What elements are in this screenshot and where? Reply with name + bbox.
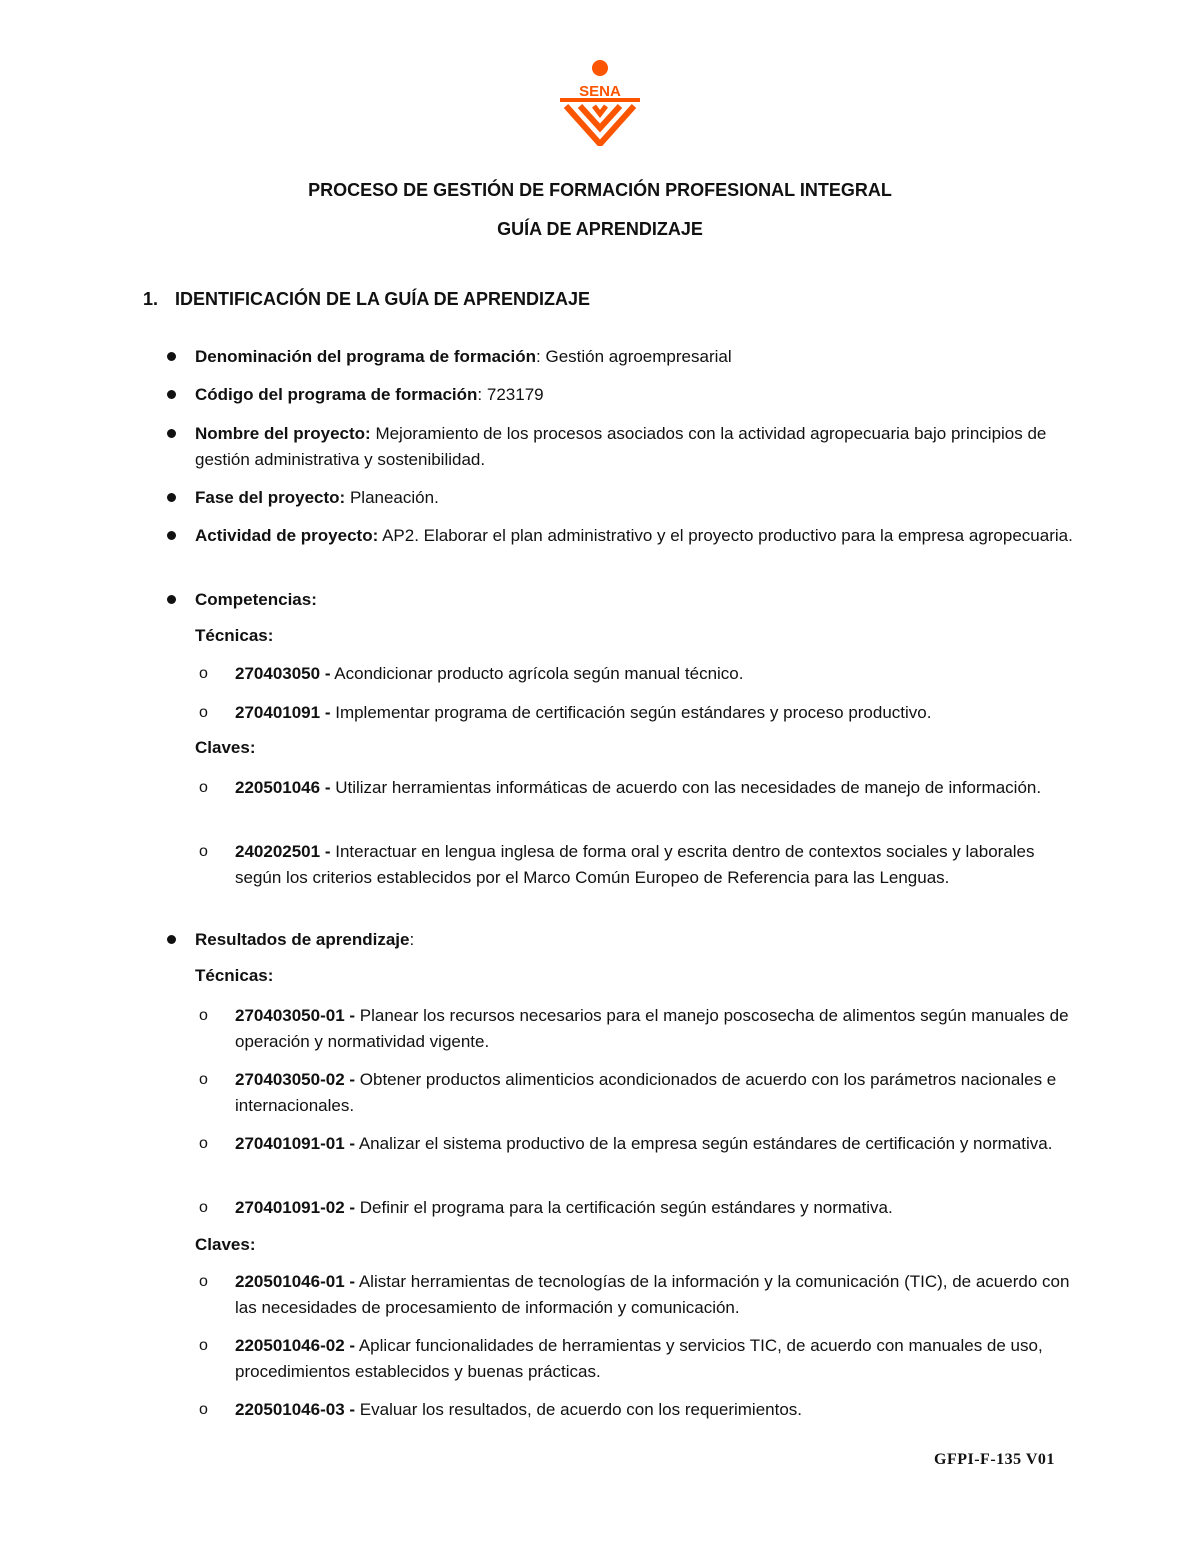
competencias-tecnicas-label: Técnicas: xyxy=(195,626,274,645)
competencia-tecnica-item: 270403050 - Acondicionar producto agrícola según manual técnico. xyxy=(235,664,744,683)
subitem-marker: o xyxy=(199,1007,208,1024)
competencia-tecnica-item: 270401091 - Implementar programa de certificación según estándares y proceso productivo. xyxy=(235,703,932,722)
subitem-marker: o xyxy=(199,704,208,721)
resultado-clave-item: 220501046-02 - Aplicar funcionalidades de herramientas y servicios TIC, de acuerdo con manuales de uso, procedimientos establecidos y buenas prácticas. xyxy=(235,1336,1043,1381)
bullet-dot xyxy=(167,390,176,399)
sena-logo xyxy=(554,58,646,146)
subitem-marker: o xyxy=(199,1071,208,1088)
resultado-tecnico-item: 270401091-02 - Definir el programa para la certificación según estándares y normativa. xyxy=(235,1198,893,1217)
competencia-clave-item: 220501046 - Utilizar herramientas informáticas de acuerdo con las necesidades de manejo de información. xyxy=(235,778,1042,797)
resultado-clave-item: 220501046-03 - Evaluar los resultados, de acuerdo con los requerimientos. xyxy=(235,1400,803,1419)
subitem-marker: o xyxy=(199,1199,208,1216)
subitem-marker: o xyxy=(199,1337,208,1354)
section-number: 1. xyxy=(143,289,159,309)
bullet-program-name: Denominación del programa de formación: Gestión agroempresarial xyxy=(195,347,732,366)
bullet-project-activity: Actividad de proyecto: AP2. Elaborar el plan administrativo y el proyecto productivo para la empresa agropecuaria. xyxy=(195,526,1073,545)
document-title: PROCESO DE GESTIÓN DE FORMACIÓN PROFESIONAL INTEGRAL xyxy=(308,180,892,200)
bullet-dot xyxy=(167,935,176,944)
subitem-marker: o xyxy=(199,665,208,682)
bullet-program-code: Código del programa de formación: 723179 xyxy=(195,385,544,404)
resultados-claves-label: Claves: xyxy=(195,1235,256,1254)
subitem-marker: o xyxy=(199,1135,208,1152)
subitem-marker: o xyxy=(199,779,208,796)
section-heading xyxy=(143,289,590,310)
competencia-clave-item: 240202501 - Interactuar en lengua inglesa de forma oral y escrita dentro de contextos sociales y laborales según los criterios establecidos por el Marco Común Europeo de Referencia para las Lenguas. xyxy=(235,842,1035,887)
bullet-dot xyxy=(167,493,176,502)
resultado-clave-item: 220501046-01 - Alistar herramientas de tecnologías de la información y la comunicación (TIC), de acuerdo con las necesidades de procesamiento de información y comunicación. xyxy=(235,1272,1070,1317)
bullet-dot xyxy=(167,531,176,540)
section-title-text: IDENTIFICACIÓN DE LA GUÍA DE APRENDIZAJE xyxy=(175,289,591,309)
bullet-dot xyxy=(167,352,176,361)
form-code-footer: GFPI-F-135 V01 xyxy=(934,1451,1055,1468)
document-subtitle: GUÍA DE APRENDIZAJE xyxy=(497,219,703,239)
bullet-dot xyxy=(167,595,176,604)
bullet-project-name: Nombre del proyecto: Mejoramiento de los procesos asociados con la actividad agropecuaria bajo principios de gestión administrativa y sostenibilidad. xyxy=(195,424,1047,469)
resultado-tecnico-item: 270403050-02 - Obtener productos alimenticios acondicionados de acuerdo con los parámetros nacionales e internacionales. xyxy=(235,1070,1057,1115)
bullet-resultados: Resultados de aprendizaje: xyxy=(195,930,415,949)
resultado-tecnico-item: 270403050-01 - Planear los recursos necesarios para el manejo poscosecha de alimentos según manuales de operación y normatividad vigente. xyxy=(235,1006,1069,1051)
competencias-claves-label: Claves: xyxy=(195,738,256,757)
bullet-competencias: Competencias: xyxy=(195,590,317,609)
resultados-tecnicas-label: Técnicas: xyxy=(195,966,274,985)
bullet-project-phase: Fase del proyecto: Planeación. xyxy=(195,488,439,507)
subitem-marker: o xyxy=(199,843,208,860)
subitem-marker: o xyxy=(199,1273,208,1290)
resultado-tecnico-item: 270401091-01 - Analizar el sistema productivo de la empresa según estándares de certificación y normativa. xyxy=(235,1134,1053,1153)
sena-logo-text: SENA xyxy=(579,83,621,100)
subitem-marker: o xyxy=(199,1401,208,1418)
bullet-dot xyxy=(167,429,176,438)
